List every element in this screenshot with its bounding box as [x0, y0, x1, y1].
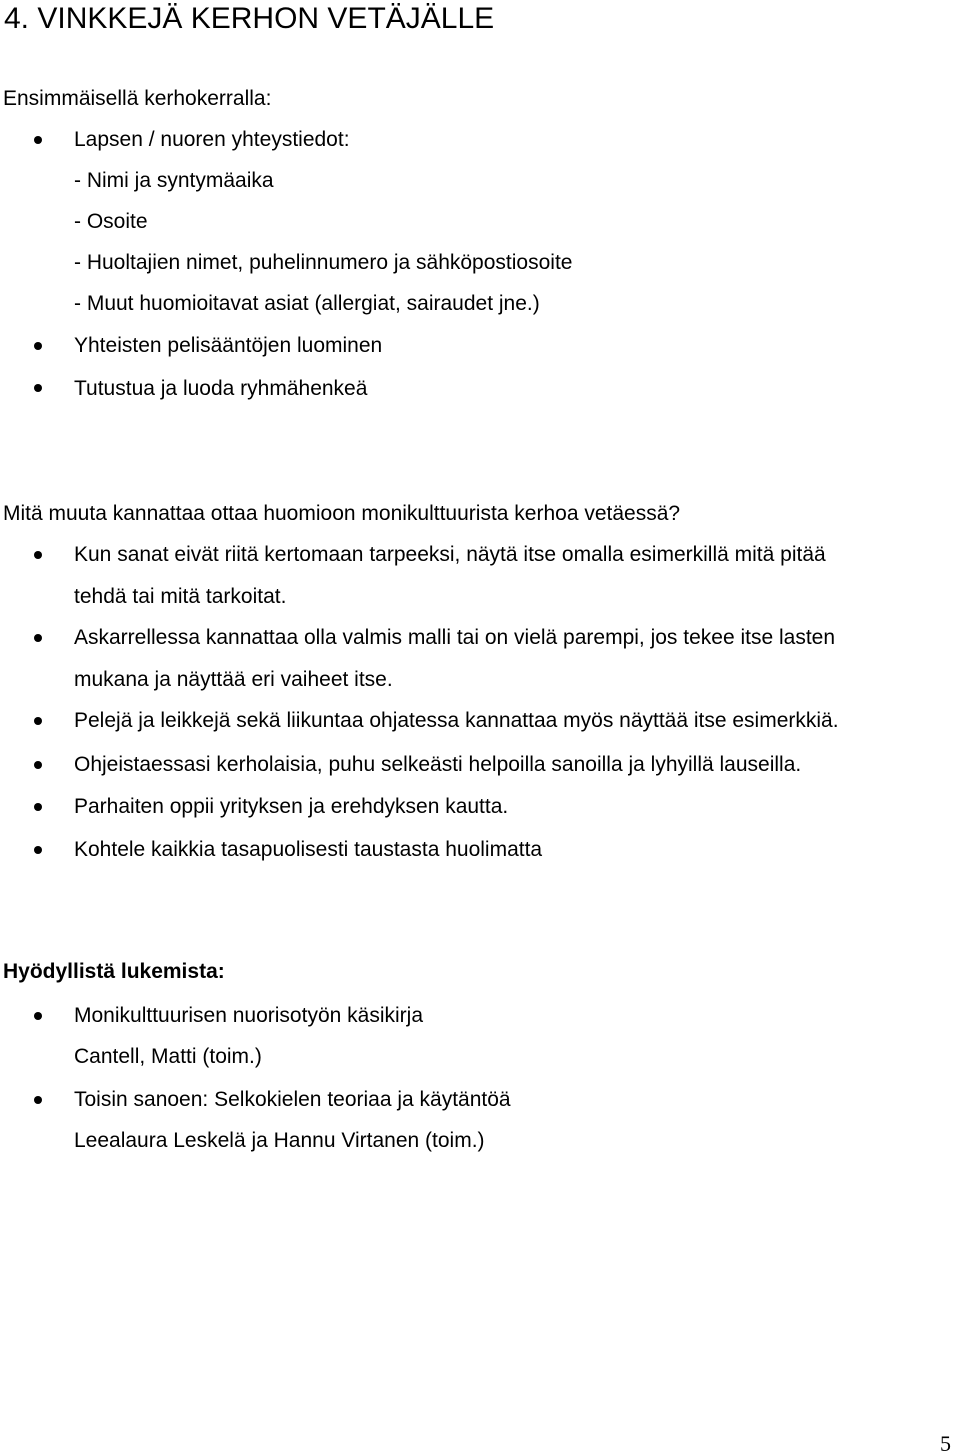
- bullet-icon: [34, 136, 42, 144]
- sub-list-item: - Muut huomioitavat asiat (allergiat, sairaudet jne.): [74, 292, 540, 315]
- list-item: Yhteisten pelisääntöjen luominen: [74, 334, 383, 357]
- bullet-icon: [34, 1096, 42, 1104]
- list-item: Kun sanat eivät riitä kertomaan tarpeeksi, näytä itse omalla esimerkillä mitä pitää: [74, 543, 826, 566]
- bullet-icon: [34, 846, 42, 854]
- list-item: Askarrellessa kannattaa olla valmis malli tai on vielä parempi, jos tekee itse lasten: [74, 626, 836, 649]
- list-item: Lapsen / nuoren yhteystiedot:: [74, 128, 350, 151]
- book-title: Monikulttuurisen nuorisotyön käsikirja: [74, 1004, 423, 1027]
- page-number: 5: [940, 1431, 951, 1456]
- bullet-icon: [34, 634, 42, 642]
- book-title: Toisin sanoen: Selkokielen teoriaa ja käytäntöä: [74, 1088, 511, 1111]
- list-item: Kohtele kaikkia tasapuolisesti taustasta huolimatta: [74, 838, 543, 861]
- section-heading: Hyödyllistä lukemista:: [3, 960, 225, 983]
- book-author: Cantell, Matti (toim.): [74, 1045, 262, 1068]
- list-item: Tutustua ja luoda ryhmähenkeä: [74, 377, 368, 400]
- list-item: Parhaiten oppii yrityksen ja erehdyksen kautta.: [74, 795, 509, 818]
- sub-list-item: - Nimi ja syntymäaika: [74, 169, 274, 192]
- bullet-icon: [34, 1012, 42, 1020]
- bullet-icon: [34, 551, 42, 559]
- sub-list-item: - Huoltajien nimet, puhelinnumero ja sähköpostiosoite: [74, 251, 573, 274]
- section-intro: Ensimmäisellä kerhokerralla:: [3, 87, 272, 110]
- list-item: Ohjeistaessasi kerholaisia, puhu selkeästi helpoilla sanoilla ja lyhyillä lauseilla.: [74, 753, 802, 776]
- list-item-continuation: tehdä tai mitä tarkoitat.: [74, 585, 287, 608]
- page-title: 4. VINKKEJÄ KERHON VETÄJÄLLE: [4, 2, 495, 35]
- list-item-continuation: mukana ja näyttää eri vaiheet itse.: [74, 668, 393, 691]
- book-author: Leealaura Leskelä ja Hannu Virtanen (toim.): [74, 1129, 485, 1152]
- bullet-icon: [34, 803, 42, 811]
- bullet-icon: [34, 384, 42, 392]
- sub-list-item: - Osoite: [74, 210, 148, 233]
- bullet-icon: [34, 717, 42, 725]
- bullet-icon: [34, 342, 42, 350]
- bullet-icon: [34, 761, 42, 769]
- section-intro: Mitä muuta kannattaa ottaa huomioon monikulttuurista kerhoa vetäessä?: [3, 502, 681, 525]
- list-item: Pelejä ja leikkejä sekä liikuntaa ohjatessa kannattaa myös näyttää itse esimerkkiä.: [74, 709, 839, 732]
